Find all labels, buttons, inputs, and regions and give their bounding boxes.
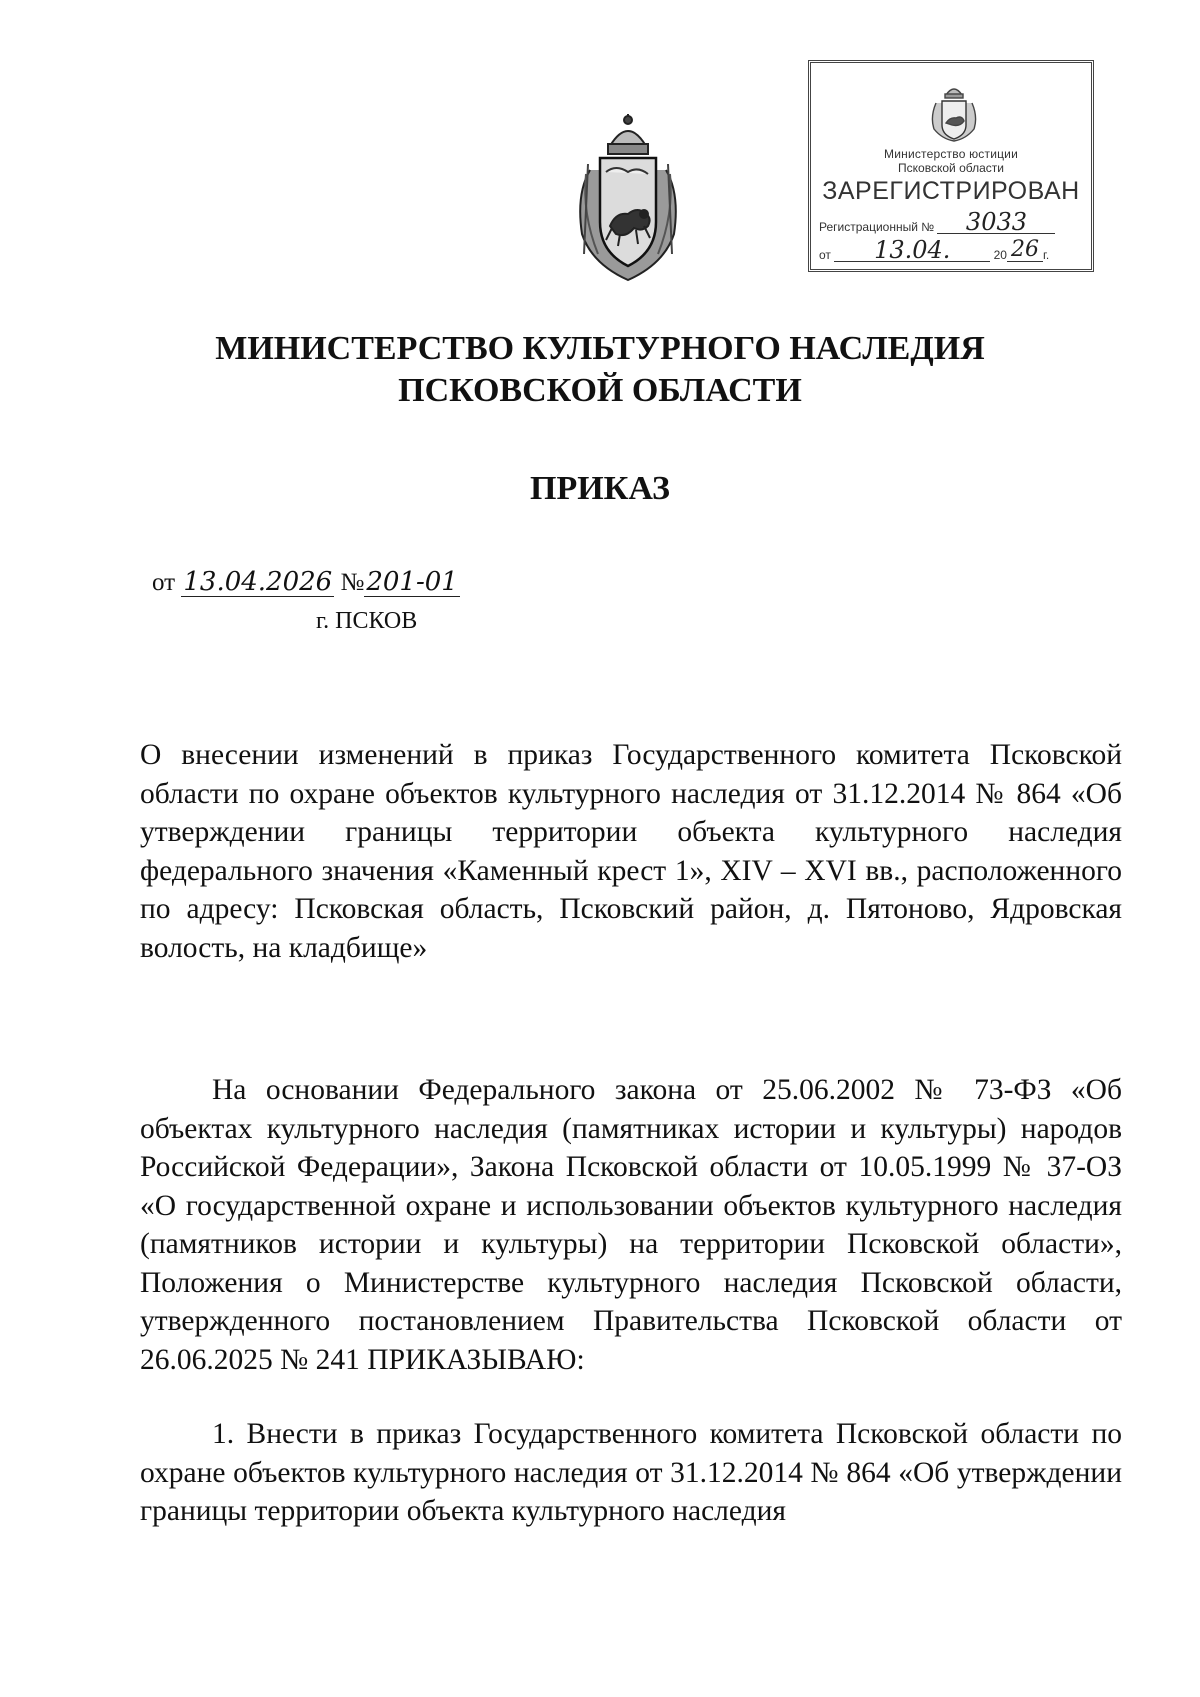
ministry-title-line2: ПСКОВСКОЙ ОБЛАСТИ (398, 372, 802, 409)
stamp-year-unit: г. (1042, 248, 1050, 262)
stamp-emblem-icon (928, 81, 980, 143)
coat-of-arms-icon (572, 114, 684, 284)
stamp-reg-label: Регистрационный № (819, 220, 935, 234)
order-from-label: от (152, 569, 176, 596)
page-bottom-edge (0, 1680, 1200, 1697)
ministry-title (0, 328, 1200, 412)
order-subject: О внесении изменений в приказ Государственного комитета Псковской области по охране объектов культурного наследия от 31.12.2014 № 864 «Об утверждении границы территории объекта культурного наследия федерального значения «Каменный крест 1», XIV – XVI вв., расположенного по адресу: Псковская область, Псковский район, д. Пятоново, Ядровская волость, на кладбище» (140, 739, 1122, 964)
stamp-reg-number: 3033 (937, 211, 1055, 234)
stamp-from-label: от (819, 248, 831, 262)
order-number: 201-01 (366, 567, 458, 597)
order-date: 13.04.2026 (183, 567, 333, 597)
ministry-title-line1: МИНИСТЕРСТВО КУЛЬТУРНОГО НАСЛЕДИЯ (215, 330, 985, 367)
stamp-reg-number-row (819, 208, 1055, 236)
stamp-year-prefix: 20 (993, 248, 1007, 262)
stamp-ministry-line: Министерство юстиции (884, 147, 1018, 161)
document-type-title: ПРИКАЗ (530, 470, 670, 507)
registration-stamp (808, 60, 1094, 272)
order-basis-paragraph: На основании Федерального закона от 25.06.2002 № 73-ФЗ «Об объектах культурного наследия (памятниках истории и культуры) народов Российской Федерации», Закона Псковской области от 10.05.1999 № 37-ОЗ «О государственной охране и использовании объектов культурного наследия (памятников истории и культуры) на территории Псковской области», Положения о Министерстве культурного наследия Псковской области, утвержденного постановлением Правительства Псковской области от 26.06.2025 № 241 ПРИКАЗЫВАЮ: (140, 1074, 1122, 1376)
stamp-title: ЗАРЕГИСТРИРОВАН (822, 177, 1080, 205)
order-number-label: № (340, 569, 365, 596)
stamp-reg-date: 13.04. (834, 239, 990, 262)
order-item-1: 1. Внести в приказ Государственного комитета Псковской области по охране объектов культурного наследия от 31.12.2014 № 864 «Об утверждении границы территории объекта культурного наследия (140, 1418, 1122, 1527)
stamp-date-row (819, 236, 1050, 264)
order-date-number (152, 568, 460, 597)
stamp-year-suffix: 26 (1007, 239, 1043, 262)
order-city: г. ПСКОВ (316, 608, 418, 634)
stamp-region-line: Псковской области (898, 161, 1004, 175)
